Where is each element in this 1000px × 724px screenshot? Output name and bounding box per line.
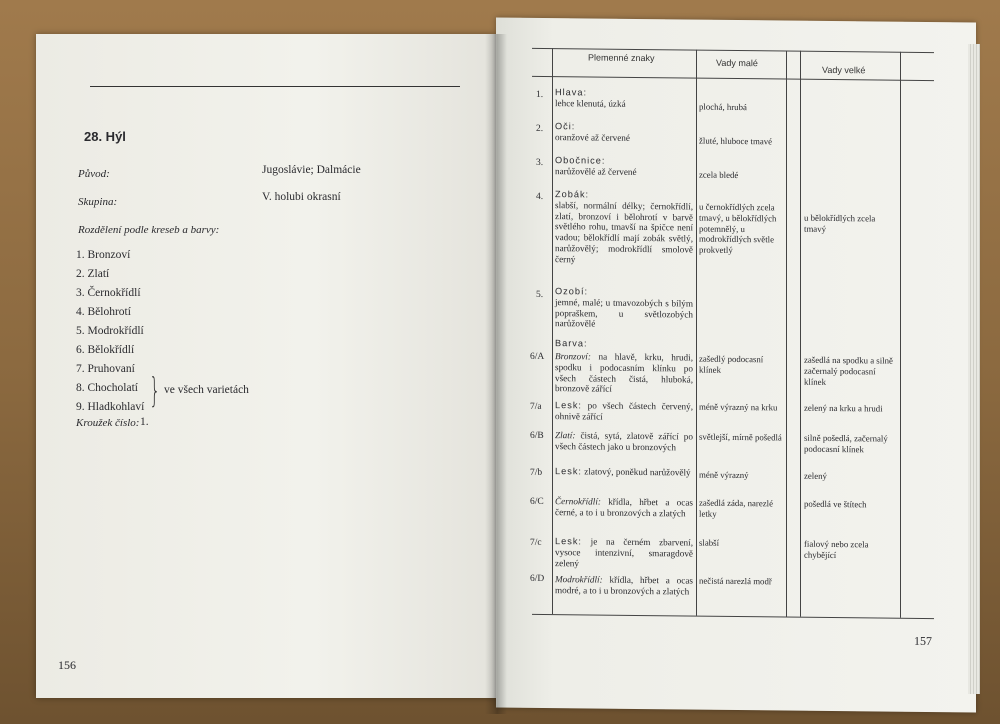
row-minor-fault: zcela bledé [699, 169, 739, 181]
left-page [36, 34, 496, 698]
row-text: slabší, normální délky; černokřídlí, zlatí, bronzoví i bělohrotí v barvě světlého rohu, tmavší na špičce není vadou; bělokřídlí mají zobák světlý, narůžovělý; modrokřídlí smolově černý [555, 199, 693, 265]
row-major-fault: fialový nebo zcela chybějící [804, 538, 869, 560]
row-minor-fault: žluté, hluboce tmavé [699, 135, 773, 147]
variety-item: 7. Pruhovaní [76, 363, 135, 375]
row-head: Lesk: [555, 536, 582, 547]
row-number: 6/D [530, 573, 545, 584]
header-minor: Vady malé [716, 57, 758, 69]
variety-item: 8. Chocholatí [76, 382, 138, 394]
variety-item: 1. Bronzoví [76, 249, 131, 261]
row-major-fault: pošedlá ve štítech [804, 498, 867, 510]
row-text: zlatový, poněkud narůžovělý [584, 466, 691, 478]
row-number: 6/A [530, 351, 545, 362]
origin-label: Původ: [78, 168, 110, 180]
ring-label: Kroužek číslo: [76, 417, 140, 429]
row-feature [555, 286, 693, 331]
row-text: jemné, malé; u tmavozobých s bílým popraškem, u světlozobých narůžovělé [555, 296, 693, 329]
row-number: 2. [536, 123, 544, 134]
row-major-fault: zelený [804, 470, 827, 481]
row-minor-fault: u černokřídlých zcela tmavý, u bělokřídlých potemnělý, u modrokřídlých světle prokvetlý [699, 201, 777, 256]
row-feature [555, 87, 693, 110]
header-rule [532, 76, 934, 81]
row-feature [555, 189, 693, 266]
header-features: Plemenné znaky [588, 52, 655, 64]
row-head: Obočnice: [555, 155, 606, 166]
variety-item: 9. Hladkohlaví [76, 401, 145, 413]
row-head: Ozobí: [555, 286, 589, 297]
book-spine [485, 34, 507, 714]
row-number: 1. [536, 89, 544, 100]
variety-item: 5. Modrokřídlí [76, 325, 144, 337]
row-major-fault: u bělokřídlých zcela tmavý [804, 212, 876, 234]
header-major: Vady velké [822, 64, 866, 76]
row-text: čistá, sytá, zlatově zářící po všech částech jako u bronzových [555, 430, 693, 453]
col-divider [900, 52, 901, 618]
row-head: Zobák: [555, 189, 590, 200]
row-major-fault: zelený na krku a hrudi [804, 402, 883, 414]
row-text: křídla, hřbet a ocas modré, a to i u bronzových a zlatých [555, 574, 693, 597]
standard-table [496, 17, 976, 712]
row-number: 7/a [530, 401, 542, 412]
row-head: Bronzoví: [555, 351, 591, 362]
row-head: Černokřídlí: [555, 496, 601, 507]
row-text: lehce klenutá, úzká [555, 97, 626, 109]
division-label: Rozdělení podle kreseb a barvy: [78, 224, 220, 236]
row-head: Oči: [555, 121, 576, 132]
top-rule [90, 86, 460, 87]
row-head: Barva: [555, 338, 588, 349]
open-book [30, 14, 980, 714]
group-value: V. holubi okrasní [262, 191, 341, 203]
group-label: Skupina: [78, 196, 118, 208]
row-head: Zlatí: [555, 430, 576, 441]
row-feature [555, 496, 693, 519]
col-divider [786, 51, 787, 617]
origin-value: Jugoslávie; Dalmácie [262, 164, 361, 176]
row-minor-fault: plochá, hrubá [699, 101, 747, 113]
row-minor-fault: slabší [699, 537, 720, 548]
row-feature [555, 430, 693, 453]
row-number: 5. [536, 289, 544, 300]
row-minor-fault: méně výrazný na krku [699, 401, 778, 413]
row-number: 7/c [530, 537, 542, 548]
variety-item: 6. Bělokřídlí [76, 344, 135, 356]
variety-list [76, 246, 144, 417]
table-bottom-rule [532, 614, 934, 619]
row-text: křídla, hřbet a ocas černé, a to i u bronzových a zlatých [555, 496, 693, 519]
variety-item: 3. Černokřídlí [76, 287, 141, 299]
row-feature [555, 536, 693, 570]
row-text: po všech částech červený, ohnivě zářící [555, 400, 694, 422]
row-feature [555, 351, 693, 396]
row-text: oranžové až červené [555, 131, 630, 143]
row-head: Hlava: [555, 87, 588, 98]
brace: } [149, 371, 161, 411]
row-text: narůžovělé až červené [555, 165, 637, 177]
row-text: je na černém zbarvení, vysoce intenzivní, smaragdově zelený [555, 536, 694, 568]
row-minor-fault: nečistá narezlá modř [699, 575, 772, 587]
col-divider [552, 48, 553, 614]
row-feature [555, 574, 693, 597]
row-major-fault: zašedlá na spodku a silně začernalý podocasní klínek [804, 354, 893, 387]
ring-value: 1. [140, 416, 149, 428]
variety-item: 4. Bělohrotí [76, 306, 131, 318]
variety-item: 2. Zlatí [76, 268, 110, 280]
row-minor-fault: zašedlá záda, narezlé letky [699, 497, 773, 519]
breed-title: 28. Hýl [84, 129, 126, 144]
row-head: Lesk: [555, 400, 582, 411]
row-head: Modrokřídlí: [555, 574, 603, 585]
row-minor-fault: světlejší, mírně pošedlá [699, 431, 782, 443]
row-number: 7/b [530, 467, 543, 478]
col-divider [696, 50, 697, 616]
row-number: 6/C [530, 496, 544, 507]
right-page [496, 17, 976, 712]
row-minor-fault: zašedlý podocasní klínek [699, 353, 764, 375]
row-number: 6/B [530, 430, 544, 441]
row-head: Lesk: [555, 466, 582, 477]
page-number-right: 157 [914, 633, 932, 649]
row-feature [555, 121, 693, 144]
row-text: na hlavě, krku, hrudi, spodku i podocasním klínku po všech částech čistá, hluboká, bronzově zářící [555, 351, 694, 395]
brace-note: ve všech varietách [164, 384, 249, 396]
row-feature [555, 155, 693, 178]
row-feature [555, 400, 693, 423]
row-feature [555, 466, 693, 478]
color-section [555, 338, 693, 350]
page-number-left: 156 [58, 658, 76, 672]
row-number: 4. [536, 191, 544, 202]
row-number: 3. [536, 157, 544, 168]
row-minor-fault: méně výrazný [699, 469, 749, 481]
page-edges [968, 44, 980, 694]
col-divider [800, 51, 801, 617]
row-major-fault: silně pošedlá, začernalý podocasní klínek [804, 432, 888, 455]
